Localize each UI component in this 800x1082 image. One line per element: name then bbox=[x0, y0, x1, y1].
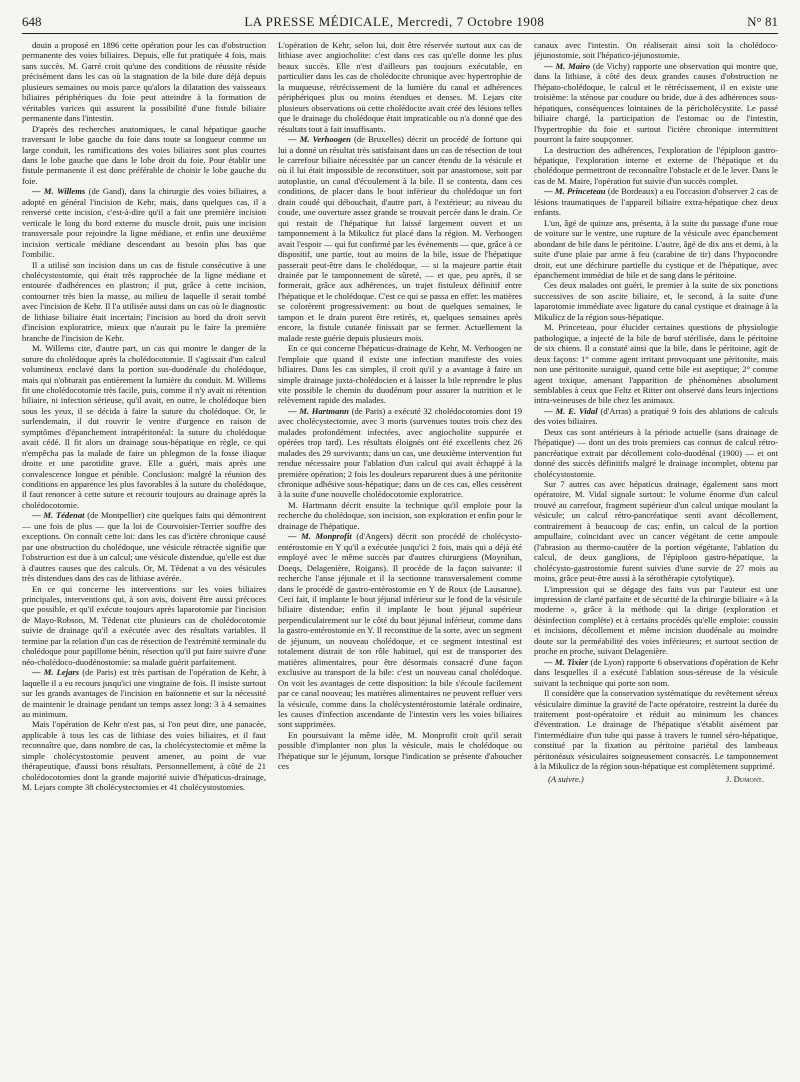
author-name: — M. Verhoogen bbox=[288, 134, 351, 145]
column-1 bbox=[22, 40, 266, 1080]
paragraph bbox=[278, 343, 522, 406]
paragraph bbox=[278, 134, 522, 343]
paragraph bbox=[534, 145, 778, 187]
paragraph-text: (d'Arras) a pratiqué 9 fois des ablations de calculs des voies biliaires. bbox=[534, 405, 778, 427]
paragraph-text: (d'Angers) décrit son procédé de cholécysto-entérostomie en Y qu'il a exécutée jusqu'ici 2 fois, mais qui a déjà été employé avec le même succès par d'autres chirurgiens (Moynihan, Doeqs, Delagenière, Roigans). Il procède de la façon suivante: il recherche l'anse jéjunale et il la sectionne transversalement comme dans le procédé de gastro-entérostomie en Y de Roux (de Lausanne). Ceci fait, il implante le bout jéjunal inférieur sur le fond de la vésicule biliaire distendue; enfin il implante le bout jéjunal supérieur perpendiculairement sur le côté du bout jéjunal inférieur, comme dans la gastro-entérostomie en Y. Il reconstitue de la sorte, avec un segment de jéjunum, un nouveau cholédoque, et ce segment intestinal est totalement distrait de son rôle habituel, qui est de transporter des matières alimentaires, pour être désormais consacré d'une façon exclusive au transport de la bile: c'est un nouveau canal cholédoque. On voit les avantages de cette disposition: la bile s'écoule facilement par ce canal nouveau; les matières alimentaires ne peuvent refluer vers la vésicule, comme dans la cholécystentérostomie latérale ordinaire, les causes d'infection ascendante de l'intestin vers les voies biliaires sont supprimées. bbox=[278, 531, 522, 730]
paragraph bbox=[22, 584, 266, 668]
author-name: — M. Mairo bbox=[544, 60, 591, 71]
author-name: — M. E. Vidal bbox=[544, 405, 598, 416]
paragraph-text: En poursuivant la même idée, M. Monprofit croit qu'il serait possible d'implanter non plus la vésicule, mais le cholédoque ou l'hépatique sur le jéjunum, lorsque l'indication se présente d'aboucher ces bbox=[278, 729, 522, 772]
paragraph-text: (de Paris) a exécuté 32 cholédocotomies dont 19 avec cholécystectomie, avec 3 morts (survenues toutes trois chez des malades profondément infectées, avec angiocholite suppurée et opérées trop tard). Les résultats éloignés ont été excellents chez 26 malades des 29 survivants; dans un cas, une deuxième intervention fut rendue nécessaire pour l'ablation d'un calcul qui avait échappé à la première opération; 2 fois les douleurs reparurent dues à une péritonite chronique adhésive sous-hépatique; dans un de ces cas, elles cessèrent à la suite d'une nouvelle cholédocotomie exploratrice. bbox=[278, 405, 522, 500]
paragraph-text: Sur 7 autres cas avec hépaticus drainage, également sans mort opératoire, M. Vidal signale surtout: le volume énorme d'un calcul trouvé au carrefour, fragment supérieur d'un calcul unique moulant la vésicule; un calcul rétro-pancréatique senti avant décollement, contrairement à beaucoup de cas; enfin, un calcul de la portion ampullaire, coïncidant avec un cancer végétant de cette ampoule (l'abrasion au thermo-cautère de la portion végétante, l'ablation du calcul, de deux ganglions, de l'épiploon gastro-hépatique, la cholécysto-gastrostomie furent suivies d'une survie de 27 mois au moins, grâce peut-être aussi à la sérothérapie cytolytique). bbox=[534, 479, 778, 584]
paragraph bbox=[278, 531, 522, 730]
paragraph-text: (de Paris) est très partisan de l'opération de Kehr, à laquelle il a eu recours jusqu'ici une vingtaine de fois. Il insiste surtout sur les grands avantages de l'incision en baïonnette et sur la nécessité de maintenir le drainage pendant un temps assez long: 3 à 4 semaines au minimum. bbox=[22, 667, 266, 719]
paragraph-text: La destruction des adhérences, l'exploration de l'épiploon gastro-hépatique, l'exploration interne et externe de l'hépatique et du cholédoque permettront de reconnaître l'obstacle et de le lever. Dans le cas de M. Maire, l'opération fut suivie d'un succès complet. bbox=[534, 144, 778, 186]
paragraph bbox=[534, 61, 778, 145]
paragraph bbox=[534, 427, 778, 479]
author-name: — M. Lejars bbox=[32, 667, 80, 678]
paragraph bbox=[22, 186, 266, 259]
paragraph-text: M. Princeteau, pour élucider certaines questions de physiologie pathologique, a injecté de la bile de bœuf stérilisée, dans le péritoine de six chiens. Il a constaté ainsi que la bile, dans le péritoine, agit de deux façons: 1° comme agent irritant provoquant une péritonite, mais non une péritonite suraiguë, quand cette bile est aseptique; 2° comme agent toxique, amenant l'apparition de phénomènes absolument semblables à ceux que Feltz et Ritter ont observé dans leurs injections intra-veineuses de bile chez les animaux. bbox=[534, 322, 778, 406]
page-number: 648 bbox=[22, 14, 42, 29]
paragraph bbox=[278, 406, 522, 500]
paragraph bbox=[22, 124, 266, 187]
paragraph-text: Deux cas sont antérieurs à la période actuelle (sans drainage de l'hépatique) — dont un des trois premiers cas connus de calcul rétro-pancréatique extrait par décollement colo-duodénal (1900) — et ont donné des succès définitifs malgré le drainage incomplet, obtenu par cholécystostomie. bbox=[534, 426, 778, 479]
author-name: — M. Tédenat bbox=[32, 510, 85, 521]
paragraph bbox=[22, 667, 266, 719]
to-be-continued: (A suivre.) bbox=[548, 773, 584, 784]
article-author: J. Dumont. bbox=[726, 773, 764, 784]
paragraph bbox=[534, 322, 778, 406]
column-2 bbox=[278, 40, 522, 1080]
column-3 bbox=[534, 40, 778, 1080]
paragraph-text: L'impression qui se dégage des faits vus par l'auteur est une impression de clarté parfaite et de sécurité de la chirurgie biliaire « à la moderne », grâce à la méthode qui la dirige (exploration et désinfection complète) et à certains procédés qu'elle emploie: coussin et incisions, décollement et même incision duodénale au moindre doute sur la perméabilité des voies inférieures; et surtout section de proche en proche, suivant Delagenière. bbox=[534, 583, 778, 657]
paragraph-text: Ces deux malades ont guéri, le premier à la suite de six ponctions successives de son ascite biliaire, et, le second, à la suite d'une laparotomie immédiate avec ligature du canal cystique et drainage à la Mikulicz de la région sous-hépatique. bbox=[534, 280, 778, 322]
paragraph-text: Il considère que la conservation systématique du revêtement séreux vésiculaire diminue la gravité de l'acte opératoire, restreint la durée du traitement post-opératoire et réduit au minimum les chances d'éventration. Le drainage de l'hépatique s'établit aisément par l'intermédiaire d'un tube qui passe à travers le tunnel séro-hépatique, constitué par la fixation au péritoine pariétal des lambeaux péritonéaux vésiculaires soigneusement consacrés. Le tamponnement à la Mikulicz de la région sous-hépatique est complètement supprimé. bbox=[534, 688, 778, 772]
paragraph bbox=[22, 343, 266, 510]
paragraph-text: Mais l'opération de Kehr n'est pas, si l'on peut dire, une panacée, applicable à tous les cas de lithiase des voies biliaires, et il faut reconnaître que, dans nombre de cas, la cholécystectomie et même la simple cholécystostomie peuvent amener, au point de vue thérapeutique, d'aussi bons résultats. Personnellement, à côté de 21 cholédocotomies dont la grande majorité suivie d'hépaticus-drainage, M. Lejars compte 38 cholécystectomies et 41 cholécystostomies. bbox=[22, 719, 266, 793]
journal-title: LA PRESSE MÉDICALE, Mercredi, 7 Octobre 1908 bbox=[244, 14, 545, 29]
paragraph bbox=[534, 584, 778, 657]
paragraph bbox=[534, 186, 778, 217]
paragraph-text: (de Bordeaux) a eu l'occasion d'observer 2 cas de lésions traumatiques de l'appareil biliaire extra-hépatique chez deux enfants. bbox=[534, 186, 778, 218]
paragraph bbox=[22, 510, 266, 583]
paragraph bbox=[22, 40, 266, 124]
paragraph-text: D'après des recherches anatomiques, le canal hépatique gauche traversant le lobe gauche du foie dans toute sa longueur comme un large conduit, les ramifications des voies biliaires sont plus courtes dans le lobe gauche que dans le lobe droit du foie. Pour établir une fistule permanente il est donc préférable de choisir le lobe gauche du foie. bbox=[22, 123, 266, 186]
issue-number: N° 81 bbox=[747, 14, 778, 29]
paragraph-text: (de Vichy) rapporte une observation qui montre que, dans la lithiase, à côté des deux grandes causes d'obstruction ne l'hépato-cholédoque, le calcul et le rétrécissement, il en existe une troisième: la sténose par coudure ou bride, due à des adhérences sous-hépatiques, conséquences lointaines de la péricholécystite. Le passé biliaire chargé, la participation de l'estomac ou de l'intestin, l'hypertrophie du foie et surtout l'ictère chronique intermittent pourront la faire soupçonner. bbox=[534, 60, 778, 145]
paragraph-text: (de Lyon) rapporte 6 observations d'opération de Kehr dans lesquelles il a exécuté l'ablation sous-séreuse de la vésicule suivant la technique qui porte son nom. bbox=[534, 656, 778, 688]
paragraph bbox=[22, 260, 266, 344]
paragraph bbox=[534, 406, 778, 427]
paragraph bbox=[534, 280, 778, 322]
author-name: — M. Tixier bbox=[544, 656, 589, 667]
paragraph bbox=[534, 40, 778, 61]
signature-line bbox=[534, 774, 778, 784]
page-header bbox=[22, 14, 778, 34]
paragraph-text: Il a utilisé son incision dans un cas de fistule consécutive à une cholécystostomie, qui était très rapprochée de la ligne médiane et entourée d'adhérences en plastron; il put, grâce à cette incision, contourner très bien la masse, au milieu de laquelle il serait tombé avec l'incision de Kehr. Il l'a utilisée aussi dans un cas où le diagnostic de lithiase biliaire était incertain; l'incision au bord du droit servit d'incision exploratrice, mieux que n'aurait pu le faire la première branche de l'incision de Kehr. bbox=[22, 259, 266, 343]
paragraph-text: canaux avec l'intestin. On réaliserait ainsi soit la cholédoco-jéjunostomie, soit l'hépatico-jéjunostomie. bbox=[534, 40, 778, 61]
author-name: — M. Willems bbox=[32, 186, 86, 197]
paragraph-text: L'opération de Kehr, selon lui, doit être réservée surtout aux cas de lithiase avec angiocholite: c'est dans ces cas qu'elle donne les plus beaux succès. Elle n'est d'ailleurs pas toujours exécutable, en particulier dans les cas de cholédocite chronique avec hypertrophie de la muqueuse, rétrécissement de la lumière du canal et adhérences périphériques plus ou moins étendues et denses. M. Lejars cite plusieurs observations où cette cholédocite avait créé des lésions telles que le drainage du cholédoque était impraticable ou n'a donné que des résultats tout à fait insuffisants. bbox=[278, 40, 522, 134]
paragraph-text: (de Bruxelles) décrit un procédé de fortune qui lui a donné un résultat très satisfaisant dans un cas de résection de tout le carrefour biliaire nécessitée par un cancer étendu de la vésicule et où il lui était impossible de reconstituer, soit par anastomose, soit par autoplastie, un canal d'écoulement à la bile. Il se contenta, dans ces conditions, de placer dans le bout inférieur du cholédoque un fort drain coudé qui débouchait, d'autre part, à l'extérieur; au niveau du coude, une ouverture assez grande se trouvait percée dans le drain. Ce qui restait de l'hépatique fut laissé largement ouvert et un tamponnement à la Mikulicz fut placé dans la région. M. Verhoogen avait l'espoir — qui fut confirmé par les événements — que, grâce à ce dispositif, une partie, tout au moins de la bile, issue de l'hépatique passerait peut-être dans le cholédoque, — si la majeure partie était drainée par le tamponnement de sûreté, — et que, peu après, il se formerait, grâce aux adhérences, un trajet fistuleux définitif entre l'hépatique et le cholédoque. C'est ce qui se passa en effet: les matières se colorèrent progressivement: au bout de quelques semaines, le tampon et le drain purent être retirés, et, quelques semaines après encore, la fistule cutanée finissait par se fermer. Actuellement la malade reste guérie depuis plusieurs mois. bbox=[278, 134, 522, 343]
paragraph bbox=[278, 40, 522, 134]
paragraph bbox=[534, 657, 778, 688]
paragraph-text: (de Montpellier) cite quelques faits qui démontrent — une fois de plus — que la loi de Courvoisier-Terrier souffre des exceptions. On connaît cette loi: dans les cas d'ictère chronique causé par une obstruction du cholédoque, une vésicule rétractée signifie que l'obstruction est due à un calcul; une vésicule distendue, qu'elle est due à d'autres causes que des calculs. Or, M. Tédenat a vu des vésicules très distendues dans des cas de lithiase avérée. bbox=[22, 510, 266, 584]
paragraph-text: (de Gand), dans la chirurgie des voies biliaires, a adopté en général l'incision de Kehr, mais, dans quelques cas, il a renversé cette incision, c'est-à-dire qu'il a fait une première incision verticale le long du bord externe du muscle droit, puis une incision transversale pour rejoindre la ligne médiane, et enfin une deuxième incision verticale médiane descendant au besoin plus bas que l'ombilic. bbox=[22, 186, 266, 260]
paragraph bbox=[534, 688, 778, 772]
paragraph bbox=[22, 719, 266, 792]
paragraph-text: En ce qui concerne les interventions sur les voies biliaires principales, interventions qui, à son avis, doivent être aussi précoces que possible, et qu'il exécute toujours après laparotomie par l'incision de Mayo-Robson, M. Tédenat cite plusieurs cas de cholédocotomie suivie de drainage qu'il a exécutée avec des résultats variables. Il termine par la relation d'un cas de résection de l'extrémité terminale du cholédoque pour papillome bénin, résection qu'il put faire suivre d'une néo-cholédoco-duodénostomie: sa malade guérit parfaitement. bbox=[22, 583, 266, 667]
author-name: — M. Princeteau bbox=[544, 186, 606, 197]
paragraph-text: M. Hartmann décrit ensuite la technique qu'il emploie pour la recherche du cholédoque, son incision, son exploration et enfin pour le drainage de l'hépatique. bbox=[278, 499, 522, 531]
author-name: — M. Monprofit bbox=[288, 531, 352, 542]
paragraph bbox=[278, 730, 522, 772]
article-columns bbox=[22, 40, 778, 1080]
paragraph-text: M. Willems cite, d'autre part, un cas qui montre le danger de la suture du cholédoque après la cholédocotomie. Il s'agissait d'un calcul volumineux enclavé dans la portion sus-duodénale du cholédoque, mais qui n'obturait pas entièrement la lumière du conduit. M. Willems fit une cholédocotomie très facile, puis, comme il n'y avait ni rétention biliaire, ni infection sérieuse, qu'il avait, en outre, le cholédoque bien sous les yeux, il se décida à faire la suture du cholédoque. Or, le surlendemain, il dut rouvrir le ventre d'urgence en raison de symptômes d'épanchement intrapéritonéal: la suture du cholédoque avait cédé. Il fit alors un drainage sous-hépatique en règle, ce qui n'empêcha pas la malade de faire un phlegmon de la fosse iliaque droite et une parotidite grave. Elle a guéri, mais après une convalescence longue et pénible. Conclusion: malgré la réunion des conditions en apparence les plus favorables à la suture du cholédoque, il faut renoncer à cette suture et recourir toujours au drainage après la cholédocotomie. bbox=[22, 343, 266, 510]
paragraph-text: L'un, âgé de quinze ans, présenta, à la suite du passage d'une roue de voiture sur le ventre, une rupture de la vésicule avec épanchement abondant de bile dans le péritoine. L'autre, âgé de dix ans et demi, à la suite d'une plaie par arme à feu (carabine de tir) dans l'hypocondre droit, eut une déchirure partielle du cystique et de l'hépatique, avec épanchement immédiat de bile et de sang dans le péritoine. bbox=[534, 217, 778, 280]
author-name: — M. Hartmann bbox=[288, 405, 349, 416]
paragraph bbox=[534, 218, 778, 281]
paragraph bbox=[534, 479, 778, 584]
paragraph-text: douin a proposé en 1896 cette opération pour les cas d'obstruction permanente des voies biliaires. Depuis, elle fut pratiquée 4 fois, mais sans succès. M. Garré croit qu'une des conditions de réussite réside précisément dans les cas où la stagnation de la bile dure déjà depuis plusieurs semaines ou mois parce qu'alors la dilatation des vaisseaux biliaires périphériques du foie peut atteindre à la formation de véritables varices qui assurent la possibilité d'une fistule biliaire permanente dans l'intestin. bbox=[22, 40, 266, 124]
paragraph bbox=[278, 500, 522, 531]
paragraph-text: En ce qui concerne l'hépaticus-drainage de Kehr, M. Verhoogen ne l'emploie que quand il existe une infection manifeste des voies biliaires. Dans les cas simples, il croit qu'il y a avantage à faire un simple drainage juxta-cholédocien et à laisser la bile reprendre le plus vite possible le chemin du duodénum pour assurer la nutrition et le relèvement rapide des malades. bbox=[278, 343, 522, 406]
